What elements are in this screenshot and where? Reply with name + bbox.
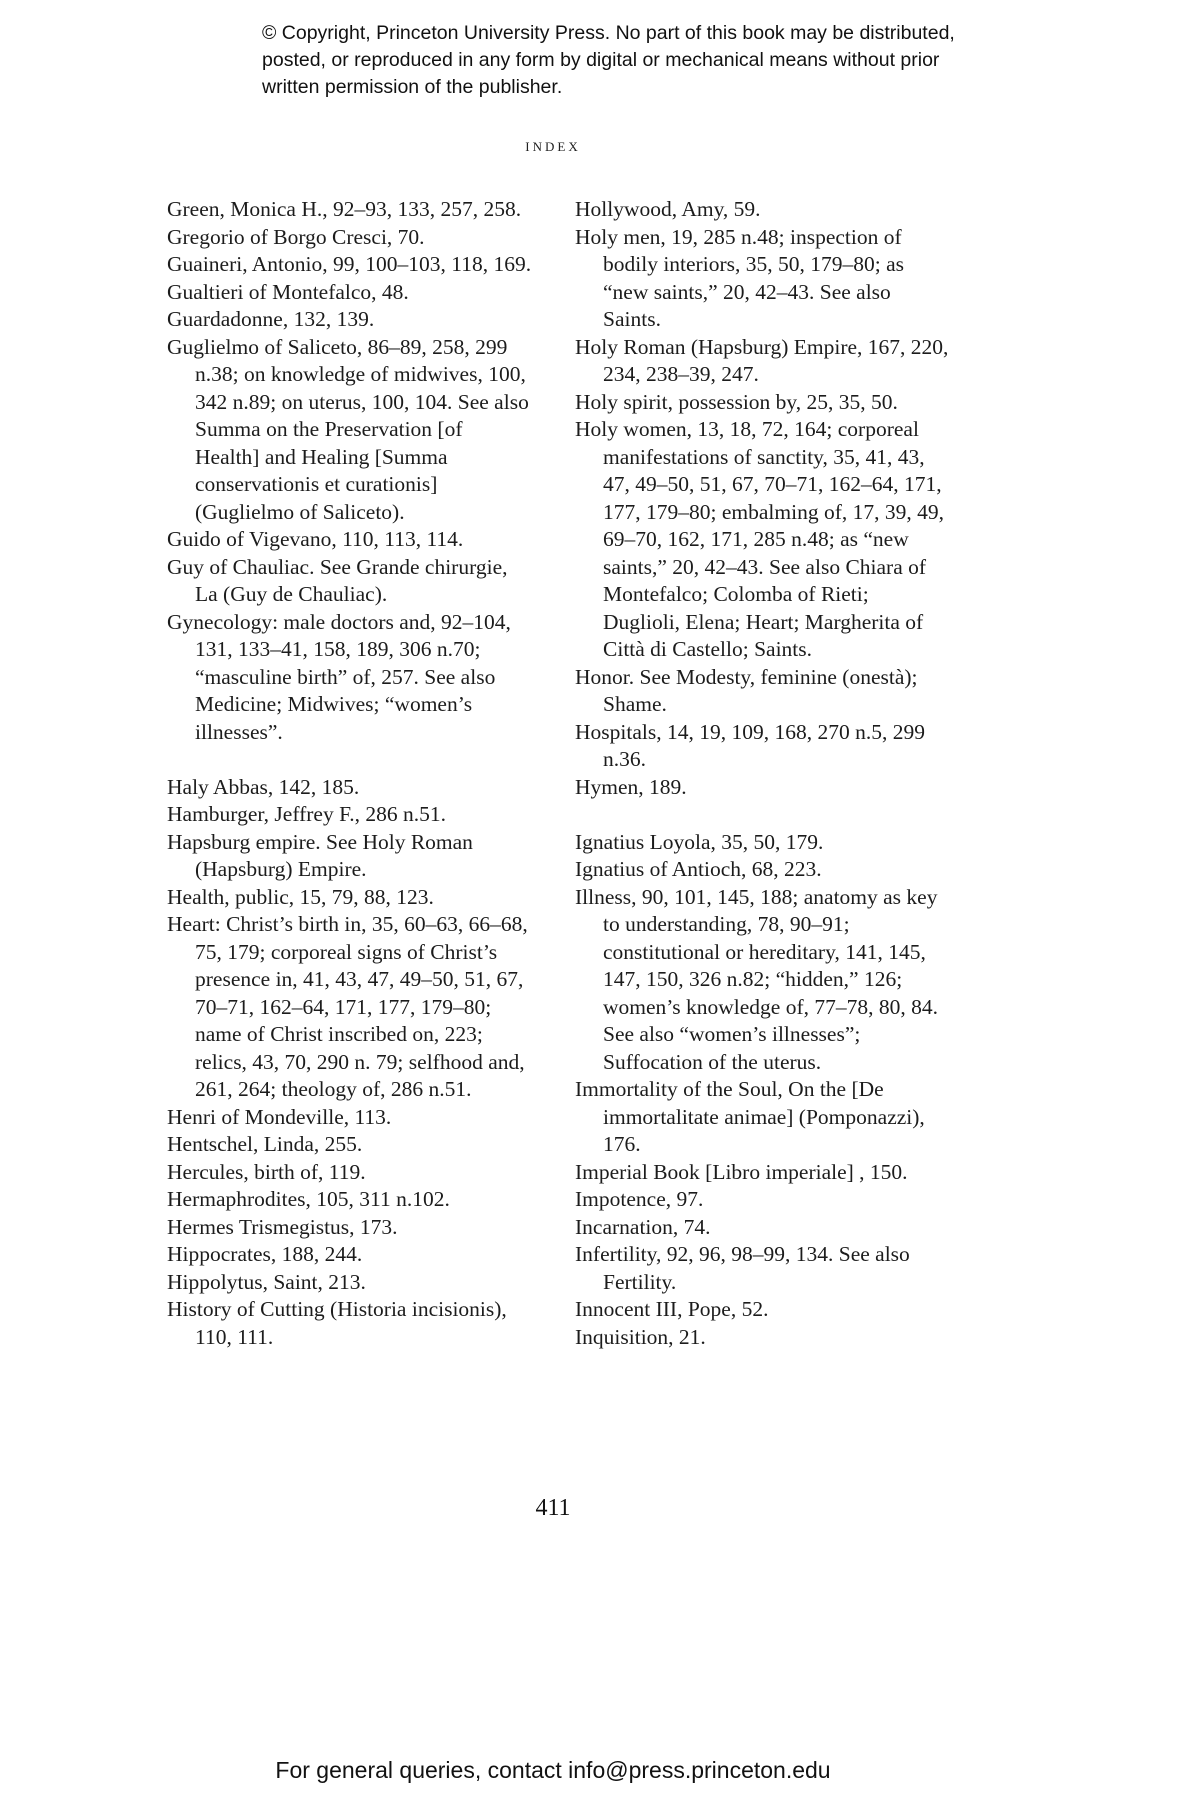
index-entry: Guglielmo of Saliceto, 86–89, 258, 299 n.38; on knowledge of midwives, 100, 342 n.89; on uterus, 100, 104. See also Summa on the Preservation [of Health] and Healing [Summa conservationis et curationis] (Guglielmo of Saliceto). [167, 334, 529, 524]
index-entry: Guy of Chauliac. See Grande chirurgie, La (Guy de Chauliac). [167, 554, 508, 606]
index-entry: Illness, 90, 101, 145, 188; anatomy as key to understanding, 78, 90–91; constitutional or hereditary, 141, 145, 147, 150, 326 n.82; “hidden,” 126; women’s knowledge of, 77–78, 80, 84. See also “women’s illnesses”; Suffocation of the uterus. [575, 884, 939, 1074]
page-number: 411 [535, 1495, 571, 1521]
copyright-notice: © Copyright, Princeton University Press. No part of this book may be distributed, posted, or reproduced in any form by digital or mechanical means without prior written permission of the publisher. [262, 22, 955, 98]
index-entry: Immortality of the Soul, On the [De immortalitate animae] (Pomponazzi), 176. [575, 1077, 925, 1156]
index-entry: Hercules, birth of, 119. [167, 1159, 366, 1184]
section-gap [167, 746, 532, 774]
index-entry: Gregorio of Borgo Cresci, 70. [167, 224, 425, 249]
index-entry: Guardadonne, 132, 139. [167, 307, 375, 331]
index-entry: Hamburger, Jeffrey F., 286 n.51. [167, 802, 447, 826]
index-entry: Holy men, 19, 285 n.48; inspection of bodily interiors, 35, 50, 179–80; as “new saints,” 20, 42–43. See also Saints. [575, 224, 904, 331]
index-entry: Holy spirit, possession by, 25, 35, 50. [575, 389, 898, 414]
index-entry: Infertility, 92, 96, 98–99, 134. See also Fertility. [575, 1242, 910, 1294]
index-entry: Heart: Christ’s birth in, 35, 60–63, 66–68, 75, 179; corporeal signs of Christ’s presence in, 41, 43, 47, 49–50, 51, 67, 70–71, 162–64, 171, 177, 179–80; name of Christ inscribed on, 223; relics, 43, 70, 290 n. 79; selfhood and, 261, 264; theology of, 286 n.51. [167, 912, 528, 1101]
index-entry: Guido of Vigevano, 110, 113, 114. [167, 527, 464, 551]
index-entry: Hollywood, Amy, 59. [575, 197, 761, 221]
footer-contact: For general queries, contact info@press.princeton.edu [275, 1757, 831, 1783]
index-entry: Gynecology: male doctors and, 92–104, 131, 133–41, 158, 189, 306 n.70; “masculine birth” of, 257. See also Medicine; Midwives; “women’s illnesses”. [167, 609, 511, 744]
index-entry: Hapsburg empire. See Holy Roman (Hapsburg) Empire. [167, 829, 473, 881]
index-entry: Holy women, 13, 18, 72, 164; corporeal manifestations of sanctity, 35, 41, 43, 47, 49–50, 51, 67, 70–71, 162–64, 171, 177, 179–80; embalming of, 17, 39, 49, 69–70, 162, 171, 285 n.48; as “new saints,” 20, 42–43. See also Chiara of Montefalco; Colomba of Rieti; Duglioli, Elena; Heart; Margherita of Città di Castello; Saints. [575, 417, 944, 661]
index-column-right [575, 196, 950, 1351]
index-entry: Guaineri, Antonio, 99, 100–103, 118, 169. [167, 252, 532, 276]
index-entry: Henri of Mondeville, 113. [167, 1104, 392, 1129]
index-entry: Hymen, 189. [575, 774, 687, 799]
index-entry: Hentschel, Linda, 255. [167, 1132, 363, 1156]
index-entry: Hippocrates, 188, 244. [167, 1242, 363, 1266]
index-entry: Incarnation, 74. [575, 1214, 711, 1239]
index-entry: Haly Abbas, 142, 185. [167, 774, 360, 799]
index-entry: Ignatius Loyola, 35, 50, 179. [575, 829, 824, 854]
index-entry: Innocent III, Pope, 52. [575, 1297, 769, 1321]
index-entry: Inquisition, 21. [575, 1324, 706, 1349]
index-entry: Ignatius of Antioch, 68, 223. [575, 857, 822, 881]
index-entry: Health, public, 15, 79, 88, 123. [167, 884, 434, 909]
index-entry: Gualtieri of Montefalco, 48. [167, 279, 409, 304]
index-entry: Hermaphrodites, 105, 311 n.102. [167, 1187, 450, 1211]
section-gap [575, 801, 950, 829]
index-column-left [167, 196, 532, 1351]
index-entry: Hermes Trismegistus, 173. [167, 1214, 398, 1239]
index-entry: Impotence, 97. [575, 1187, 704, 1211]
index-entry: History of Cutting (Historia incisionis), 110, 111. [167, 1297, 507, 1349]
index-entry: Hippolytus, Saint, 213. [167, 1269, 366, 1294]
index-entry: Holy Roman (Hapsburg) Empire, 167, 220, 234, 238–39, 247. [575, 334, 949, 386]
index-entry: Honor. See Modesty, feminine (onestà); Shame. [575, 664, 918, 716]
index-entry: Hospitals, 14, 19, 109, 168, 270 n.5, 299 n.36. [575, 719, 925, 771]
index-entry: Green, Monica H., 92–93, 133, 257, 258. [167, 197, 522, 221]
index-entry: Imperial Book [Libro imperiale] , 150. [575, 1159, 908, 1184]
running-head: INDEX [525, 139, 581, 154]
